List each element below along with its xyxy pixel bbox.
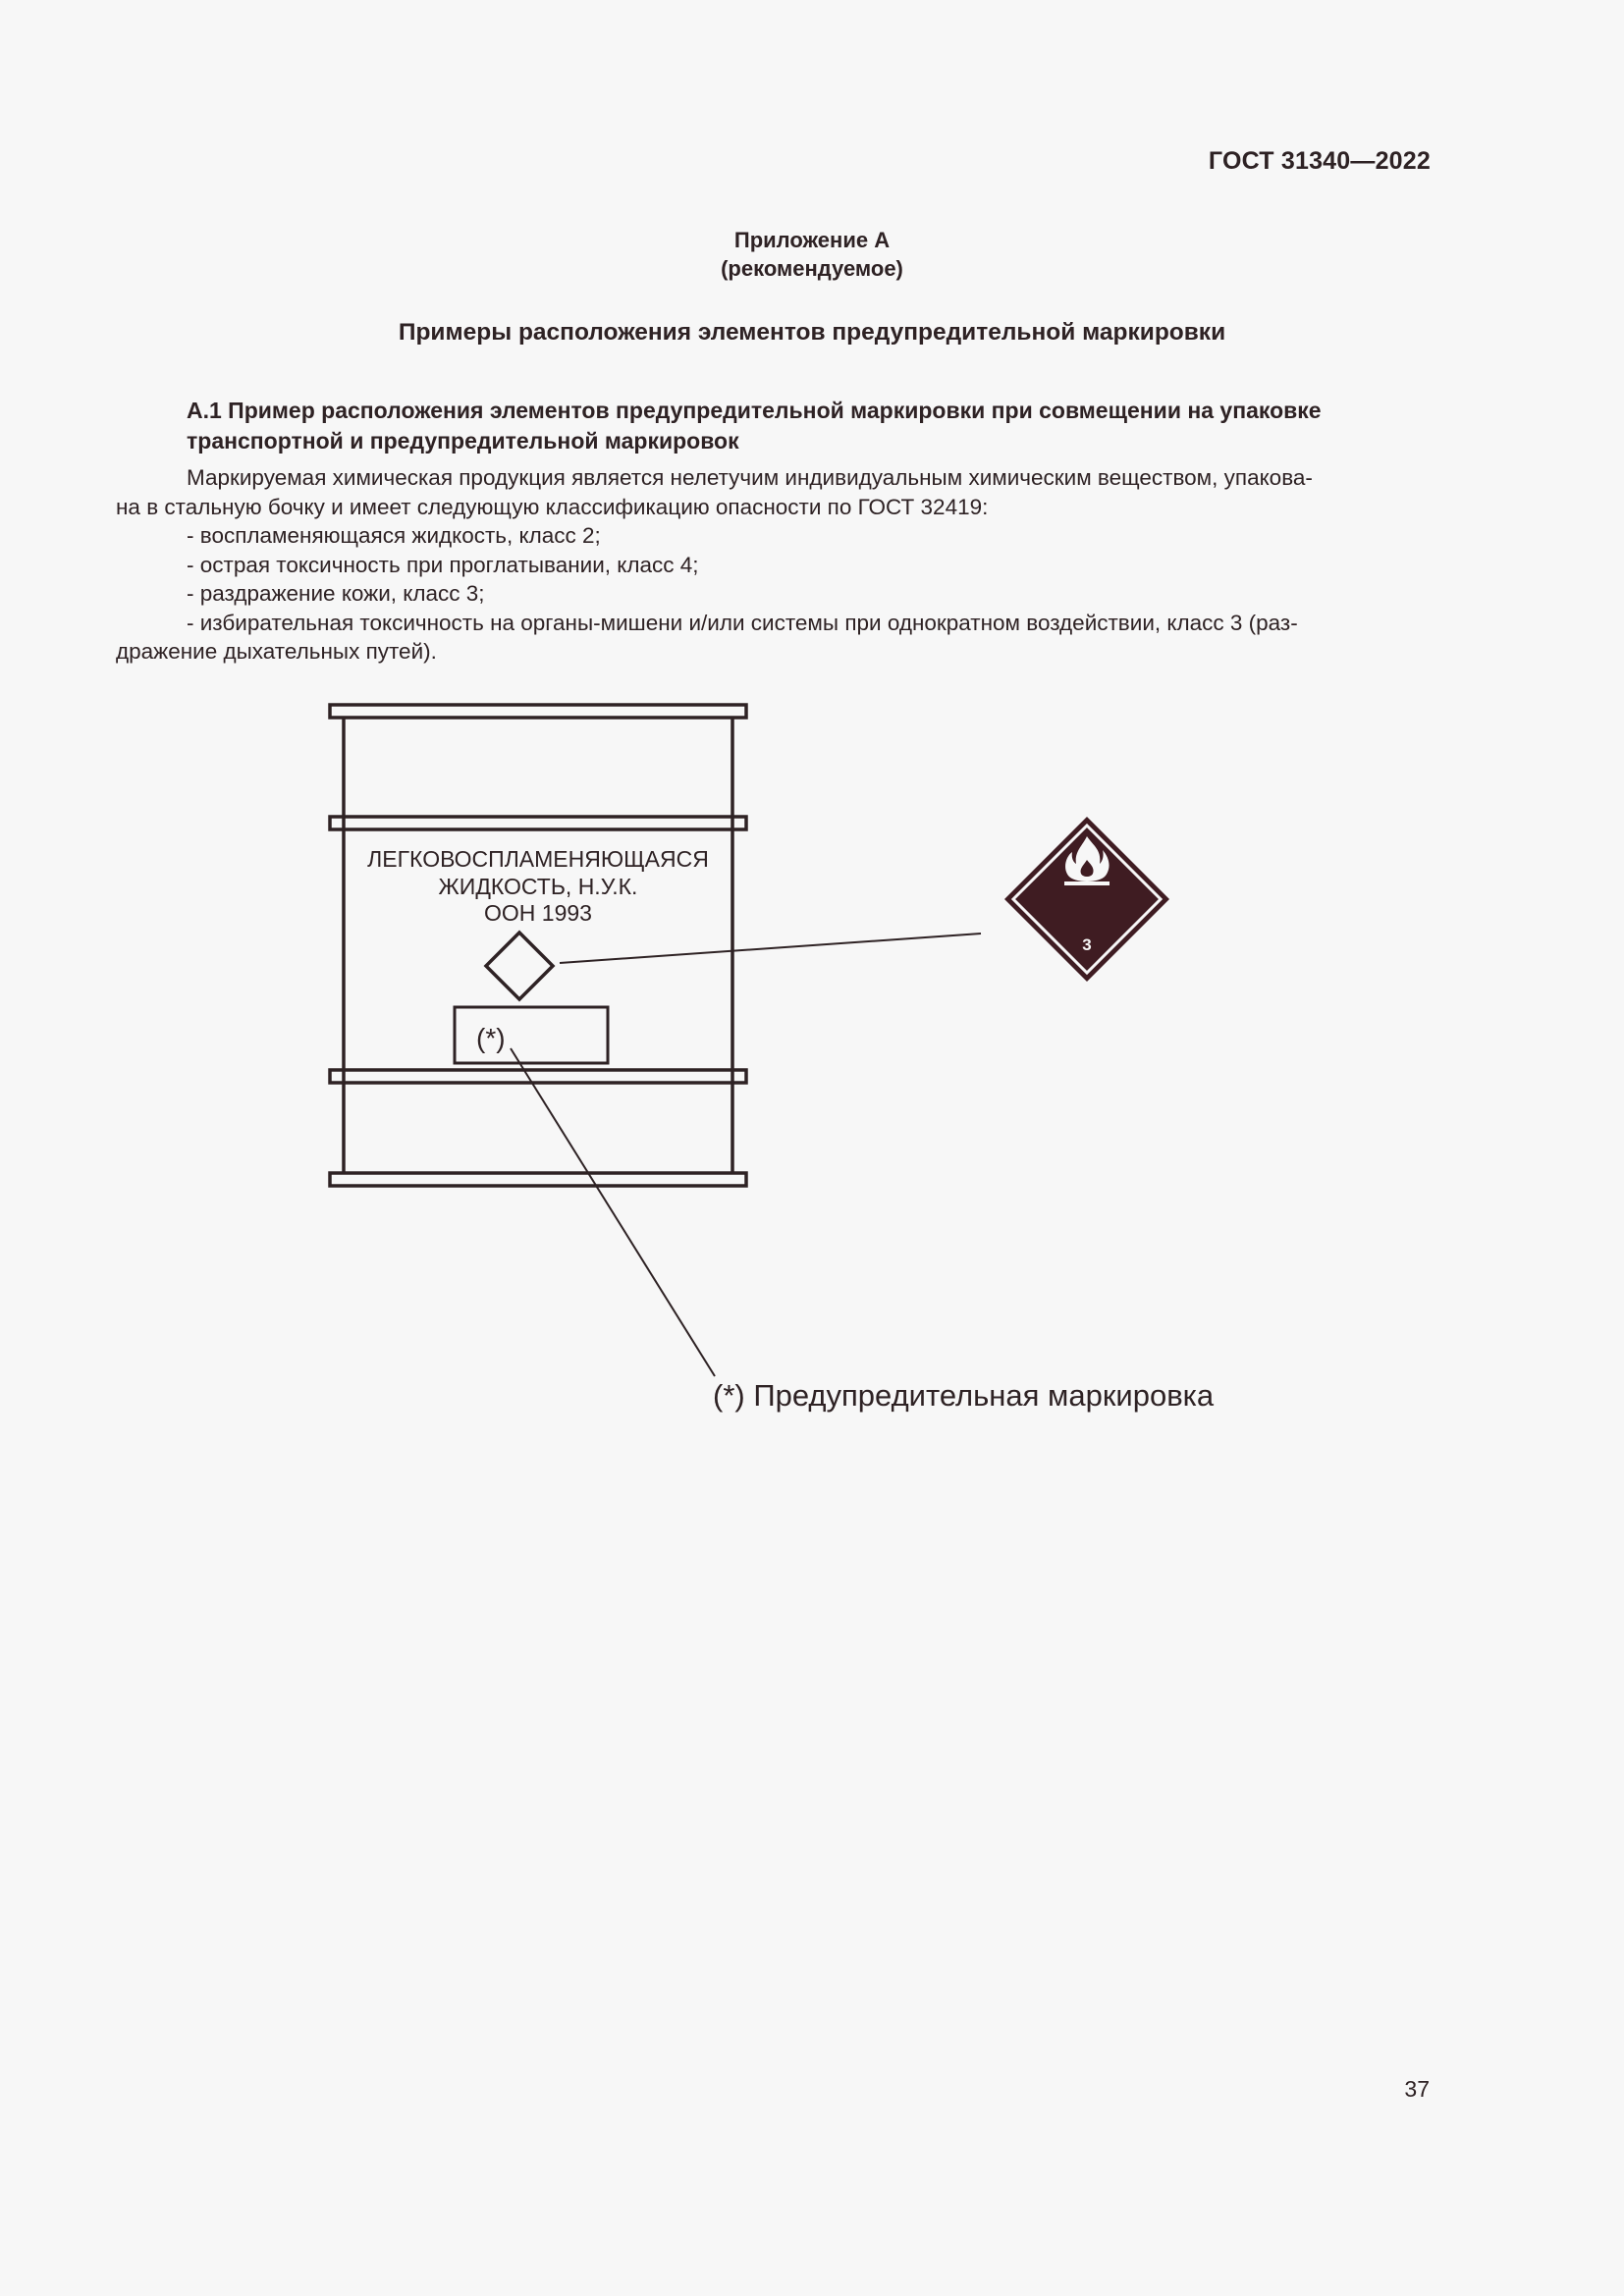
leader-line-hazard (560, 934, 981, 963)
barrel-bottom-rim (330, 1173, 746, 1186)
barrel-label-line-1: ЛЕГКОВОСПЛАМЕНЯЮЩАЯСЯ (367, 846, 709, 872)
list-item: - избирательная токсичность на органы-мишени и/или системы при однократном воздействии, класс 3 (раз- (187, 610, 1298, 635)
transport-hazard-diamond (486, 933, 553, 999)
placeholder-mark: (*) (476, 1023, 506, 1053)
appendix-title: Приложение А (733, 228, 891, 252)
list-item: - раздражение кожи, класс 3; (187, 581, 485, 606)
intro-line-2: на в стальную бочку и имеет следующую классификацию опасности по ГОСТ 32419: (116, 494, 989, 519)
barrel-top-rim (330, 705, 746, 718)
list-item: - воспламеняющаяся жидкость, класс 2; (187, 523, 601, 548)
appendix-subtitle: (рекомендуемое) (721, 256, 903, 281)
standard-number: ГОСТ 31340—2022 (1208, 147, 1431, 175)
figure-caption: (*) Предупредительная маркировка (713, 1378, 1215, 1413)
list-item: - острая токсичность при проглатывании, класс 4; (187, 552, 699, 577)
barrel-label-line-2: ЖИДКОСТЬ, Н.У.К. (438, 874, 638, 899)
intro-line-1: Маркируемая химическая продукция является нелетучим индивидуальным химическим веществом, упакова- (187, 465, 1313, 490)
list-item-continuation: дражение дыхательных путей). (116, 639, 437, 664)
barrel-label-line-3: ООН 1993 (484, 900, 592, 926)
hazard-pictogram-class-3 (1004, 817, 1169, 982)
hazard-class-number: 3 (1082, 935, 1092, 954)
barrel-upper-hoop (330, 817, 746, 829)
section-title: Примеры расположения элементов предупредительной маркировки (398, 319, 1226, 346)
barrel-lower-hoop (330, 1070, 746, 1083)
leader-line-caption (511, 1048, 715, 1376)
subsection-title: А.1 Пример расположения элементов предупредительной маркировки при совмещении на упаковке транспортной и предупредительной маркировок (187, 398, 1322, 454)
page-number: 37 (1404, 2076, 1430, 2102)
